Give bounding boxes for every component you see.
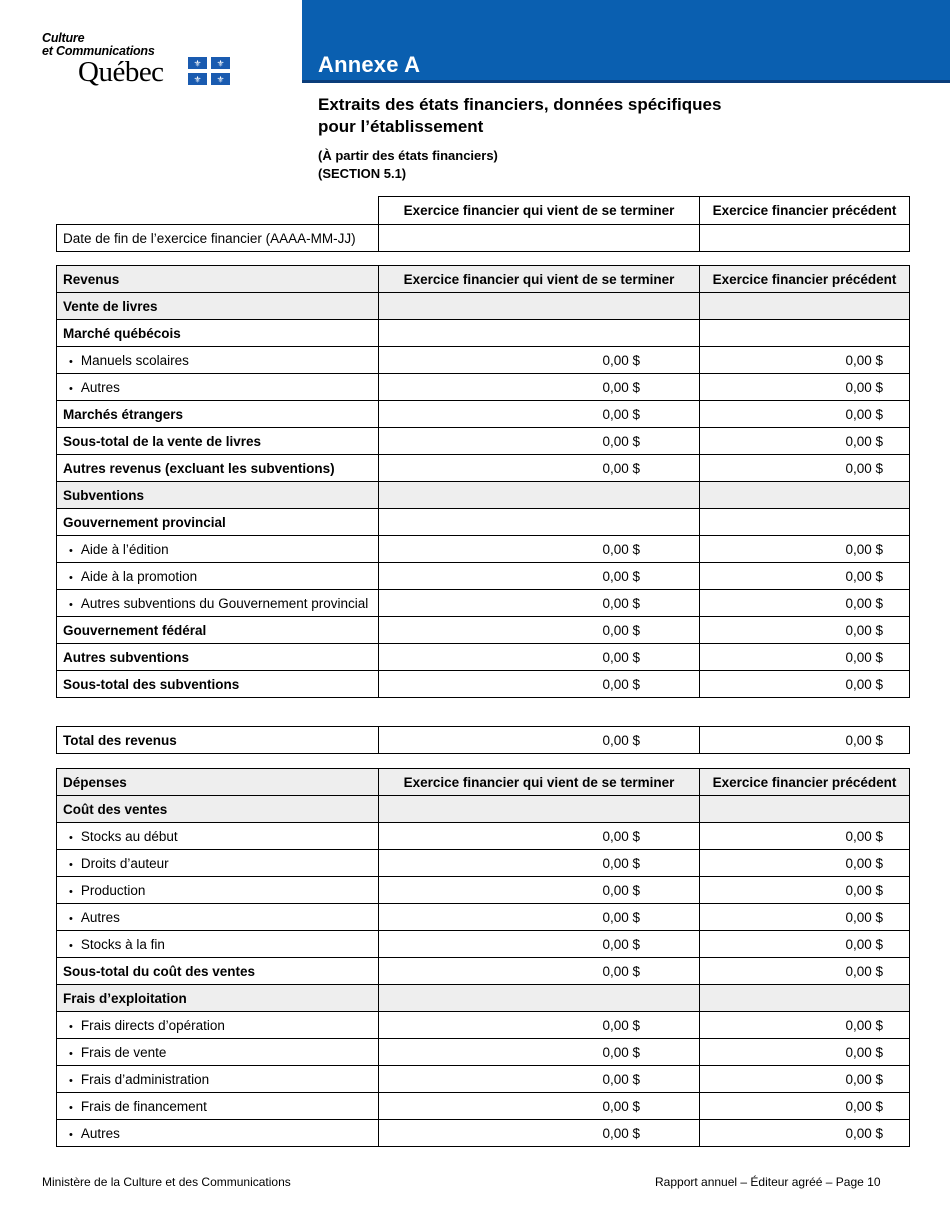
- page-subtitle: [318, 147, 498, 183]
- table-row: [57, 671, 910, 698]
- row-label-gouvernement-federal: Gouvernement fédéral: [57, 617, 379, 644]
- table-row: [57, 617, 910, 644]
- table-row: [57, 1066, 910, 1093]
- row-label-autres: • Autres: [57, 1120, 379, 1147]
- page-title-line1: Extraits des états financiers, données spécifiques: [318, 95, 722, 114]
- footer-page-info: Rapport annuel – Éditeur agréé – Page 10: [655, 1175, 881, 1189]
- row-label-gouvernement-provincial: Gouvernement provincial: [57, 509, 379, 536]
- row-label-aide-a-la-promotion: • Aide à la promotion: [57, 563, 379, 590]
- row-current-value[interactable]: 0,00 $: [379, 428, 700, 455]
- row-label-frais-d-administration: • Frais d’administration: [57, 1066, 379, 1093]
- row-label-frais-de-vente: • Frais de vente: [57, 1039, 379, 1066]
- row-previous-value[interactable]: 0,00 $: [700, 904, 910, 931]
- quebec-logo: [42, 31, 225, 88]
- row-label-production: • Production: [57, 877, 379, 904]
- total-revenus-current[interactable]: 0,00 $: [379, 727, 700, 754]
- annexe-label: Annexe A: [318, 52, 421, 77]
- logo-line-communications: et Communications: [42, 44, 155, 58]
- row-current-value[interactable]: 0,00 $: [379, 1012, 700, 1039]
- row-current-value[interactable]: 0,00 $: [379, 958, 700, 985]
- row-current-value[interactable]: [379, 320, 700, 347]
- row-label-autres: • Autres: [57, 374, 379, 401]
- row-label-aide-a-l-edition: • Aide à l’édition: [57, 536, 379, 563]
- logo-quebec-wordmark: Québec: [78, 56, 164, 88]
- row-previous-value[interactable]: 0,00 $: [700, 428, 910, 455]
- total-revenus-label: Total des revenus: [57, 727, 379, 754]
- row-label-autres-subventions: Autres subventions: [57, 644, 379, 671]
- svg-text:⚜: ⚜: [216, 59, 225, 70]
- date-table: [56, 196, 910, 252]
- page-title-line2: pour l’établissement: [318, 117, 484, 136]
- table-row: [57, 796, 910, 823]
- row-current-value[interactable]: [379, 985, 700, 1012]
- row-previous-value[interactable]: 0,00 $: [700, 374, 910, 401]
- empty-corner: [57, 197, 379, 225]
- row-previous-value[interactable]: 0,00 $: [700, 958, 910, 985]
- row-previous-value[interactable]: 0,00 $: [700, 563, 910, 590]
- row-previous-value[interactable]: [700, 320, 910, 347]
- table-row: [57, 644, 910, 671]
- revenus-rows: [57, 293, 910, 698]
- row-previous-value[interactable]: [700, 985, 910, 1012]
- row-previous-value[interactable]: 0,00 $: [700, 1039, 910, 1066]
- table-row: [57, 1093, 910, 1120]
- table-row: [57, 536, 910, 563]
- row-previous-value[interactable]: 0,00 $: [700, 931, 910, 958]
- table-row: [57, 563, 910, 590]
- revenus-header-current: Exercice financier qui vient de se terminer: [379, 266, 700, 293]
- row-label-cout-des-ventes: Coût des ventes: [57, 796, 379, 823]
- row-label-sous-total-du-cout-des-ventes: Sous-total du coût des ventes: [57, 958, 379, 985]
- row-current-value[interactable]: 0,00 $: [379, 823, 700, 850]
- revenus-header-previous: Exercice financier précédent: [700, 266, 910, 293]
- row-previous-value[interactable]: 0,00 $: [700, 877, 910, 904]
- row-current-value[interactable]: 0,00 $: [379, 536, 700, 563]
- table-row: [57, 1039, 910, 1066]
- row-label-vente-de-livres: Vente de livres: [57, 293, 379, 320]
- quebec-flag-icon: [188, 57, 230, 85]
- subtitle-line1: (À partir des états financiers): [318, 148, 498, 163]
- row-label-frais-de-financement: • Frais de financement: [57, 1093, 379, 1120]
- row-label-frais-d-exploitation: Frais d’exploitation: [57, 985, 379, 1012]
- header-previous-year: Exercice financier précédent: [700, 197, 910, 225]
- row-previous-value[interactable]: 0,00 $: [700, 850, 910, 877]
- svg-text:⚜: ⚜: [193, 75, 202, 85]
- table-row: [57, 931, 910, 958]
- row-current-value[interactable]: [379, 482, 700, 509]
- depenses-header-previous: Exercice financier précédent: [700, 769, 910, 796]
- row-label-sous-total-de-la-vente-de-livres: Sous-total de la vente de livres: [57, 428, 379, 455]
- row-label-sous-total-des-subventions: Sous-total des subventions: [57, 671, 379, 698]
- depenses-header: Dépenses: [57, 769, 379, 796]
- table-row: [57, 1012, 910, 1039]
- row-current-value[interactable]: [379, 293, 700, 320]
- row-label-manuels-scolaires: • Manuels scolaires: [57, 347, 379, 374]
- row-label-subventions: Subventions: [57, 482, 379, 509]
- row-current-value[interactable]: 0,00 $: [379, 850, 700, 877]
- row-label-droits-d-auteur: • Droits d’auteur: [57, 850, 379, 877]
- row-previous-value[interactable]: 0,00 $: [700, 1120, 910, 1147]
- row-current-value[interactable]: 0,00 $: [379, 904, 700, 931]
- total-revenus-previous[interactable]: 0,00 $: [700, 727, 910, 754]
- row-label-autres-revenus-excluant-les-subventions: Autres revenus (excluant les subventions): [57, 455, 379, 482]
- revenus-header: Revenus: [57, 266, 379, 293]
- total-revenus-table: [56, 726, 910, 754]
- logo-line-culture: Culture: [42, 31, 85, 45]
- table-row: [57, 482, 910, 509]
- row-current-value[interactable]: 0,00 $: [379, 374, 700, 401]
- row-label-stocks-a-la-fin: • Stocks à la fin: [57, 931, 379, 958]
- row-current-value[interactable]: 0,00 $: [379, 1066, 700, 1093]
- row-label-autres-subventions-du-gouvernement-provincial: • Autres subventions du Gouvernement provincial: [57, 590, 379, 617]
- row-previous-value[interactable]: 0,00 $: [700, 1012, 910, 1039]
- row-current-value[interactable]: [379, 796, 700, 823]
- row-current-value[interactable]: 0,00 $: [379, 931, 700, 958]
- header-current-year: Exercice financier qui vient de se terminer: [379, 197, 700, 225]
- table-row: [57, 958, 910, 985]
- row-current-value[interactable]: 0,00 $: [379, 455, 700, 482]
- row-previous-value[interactable]: 0,00 $: [700, 347, 910, 374]
- table-row: [57, 904, 910, 931]
- row-previous-value[interactable]: 0,00 $: [700, 671, 910, 698]
- row-current-value[interactable]: 0,00 $: [379, 401, 700, 428]
- row-previous-value[interactable]: 0,00 $: [700, 617, 910, 644]
- row-current-value[interactable]: 0,00 $: [379, 1093, 700, 1120]
- table-row: [57, 347, 910, 374]
- row-previous-value[interactable]: 0,00 $: [700, 590, 910, 617]
- table-row: [57, 877, 910, 904]
- table-row: [57, 428, 910, 455]
- row-current-value[interactable]: 0,00 $: [379, 590, 700, 617]
- table-row: [57, 823, 910, 850]
- depenses-header-current: Exercice financier qui vient de se terminer: [379, 769, 700, 796]
- table-row: [57, 320, 910, 347]
- date-end-current-field[interactable]: [379, 225, 700, 252]
- row-current-value[interactable]: 0,00 $: [379, 671, 700, 698]
- row-current-value[interactable]: [379, 509, 700, 536]
- row-previous-value[interactable]: [700, 482, 910, 509]
- row-previous-value[interactable]: 0,00 $: [700, 1093, 910, 1120]
- row-previous-value[interactable]: 0,00 $: [700, 823, 910, 850]
- row-previous-value[interactable]: 0,00 $: [700, 455, 910, 482]
- depenses-rows: [57, 796, 910, 1147]
- row-previous-value[interactable]: 0,00 $: [700, 644, 910, 671]
- row-current-value[interactable]: 0,00 $: [379, 617, 700, 644]
- row-previous-value[interactable]: 0,00 $: [700, 536, 910, 563]
- row-current-value[interactable]: 0,00 $: [379, 1120, 700, 1147]
- table-row: [57, 590, 910, 617]
- date-end-label: Date de fin de l’exercice financier (AAAA-MM-JJ): [57, 225, 379, 252]
- date-end-previous-field[interactable]: [700, 225, 910, 252]
- row-label-marche-quebecois: Marché québécois: [57, 320, 379, 347]
- table-row: [57, 293, 910, 320]
- table-row: [57, 401, 910, 428]
- table-row: [57, 985, 910, 1012]
- row-label-stocks-au-debut: • Stocks au début: [57, 823, 379, 850]
- row-previous-value[interactable]: 0,00 $: [700, 1066, 910, 1093]
- page-title: [318, 94, 918, 138]
- table-row: [57, 850, 910, 877]
- row-current-value[interactable]: 0,00 $: [379, 347, 700, 374]
- svg-text:⚜: ⚜: [216, 75, 225, 85]
- row-label-frais-directs-d-operation: • Frais directs d’opération: [57, 1012, 379, 1039]
- row-previous-value[interactable]: [700, 796, 910, 823]
- row-label-autres: • Autres: [57, 904, 379, 931]
- depenses-table: [56, 768, 910, 1147]
- row-previous-value[interactable]: [700, 509, 910, 536]
- row-current-value[interactable]: 0,00 $: [379, 644, 700, 671]
- row-previous-value[interactable]: 0,00 $: [700, 401, 910, 428]
- row-current-value[interactable]: 0,00 $: [379, 877, 700, 904]
- table-row: [57, 509, 910, 536]
- row-previous-value[interactable]: [700, 293, 910, 320]
- row-current-value[interactable]: 0,00 $: [379, 1039, 700, 1066]
- subtitle-line2: (SECTION 5.1): [318, 166, 407, 181]
- table-row: [57, 374, 910, 401]
- table-row: [57, 1120, 910, 1147]
- footer-ministry: Ministère de la Culture et des Communications: [42, 1175, 291, 1189]
- table-row: [57, 455, 910, 482]
- row-label-marches-etrangers: Marchés étrangers: [57, 401, 379, 428]
- row-current-value[interactable]: 0,00 $: [379, 563, 700, 590]
- revenus-table: [56, 265, 910, 698]
- annexe-banner: [302, 0, 950, 83]
- svg-text:⚜: ⚜: [193, 59, 202, 70]
